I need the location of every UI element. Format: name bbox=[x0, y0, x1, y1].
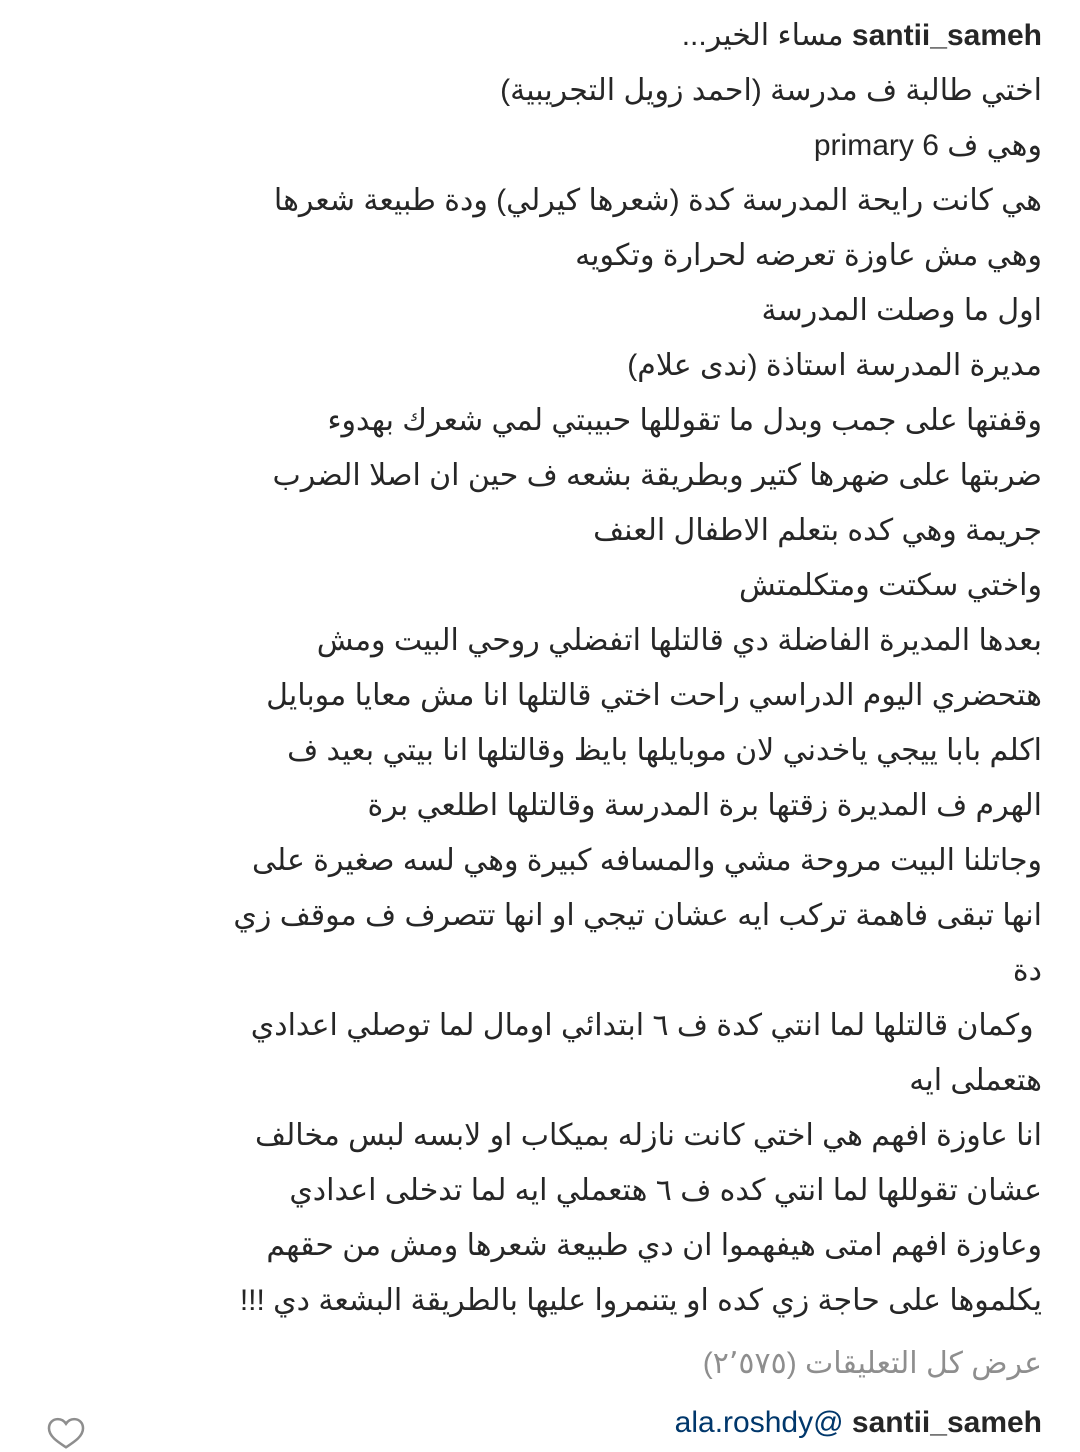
caption-line: وكمان قالتلها لما انتي كدة ف ٦ ابتدائي اومال لما توصلي اعدادي bbox=[250, 1009, 1042, 1042]
caption-line: مديرة المدرسة استاذة (ندى علام) bbox=[627, 349, 1042, 382]
heart-outline-icon bbox=[47, 1414, 85, 1452]
comment-like-button[interactable] bbox=[47, 1414, 85, 1452]
caption-line: جريمة وهي كده بتعلم الاطفال العنف bbox=[593, 514, 1042, 547]
view-all-comments-button[interactable]: عرض كل التعليقات (٢٬٥٧٥) bbox=[702, 1347, 1042, 1380]
caption-line: دة bbox=[1012, 954, 1042, 987]
caption-intro-text: مساء الخير... bbox=[681, 19, 844, 52]
caption bbox=[38, 8, 1042, 1328]
caption-line: يكلموها على حاجة زي كده او يتنمروا عليها بالطريقة البشعة دي !!! bbox=[239, 1284, 1042, 1317]
caption-first-line bbox=[38, 8, 1042, 63]
caption-line: وهي ف primary 6 bbox=[813, 129, 1042, 162]
caption-line: وهي مش عاوزة تعرضه لحرارة وتكويه bbox=[575, 239, 1042, 272]
caption-line: هتحضري اليوم الدراسي راحت اختي قالتلها انا مش معايا موبايل bbox=[266, 679, 1042, 712]
caption-line: اكلم بابا ييجي ياخدني لان موبايلها بايظ وقالتلها انا بيتي بعيد ف bbox=[287, 734, 1042, 767]
caption-line: اختي طالبة ف مدرسة (احمد زويل التجريبية) bbox=[500, 74, 1042, 107]
caption-line: بعدها المديرة الفاضلة دي قالتلها اتفضلي روحي البيت ومش bbox=[316, 624, 1042, 657]
comment-username-link[interactable]: santii_sameh bbox=[851, 1406, 1042, 1439]
caption-line: انها تبقى فاهمة تركب ايه عشان تيجي او انها تتصرف ف موقف زي bbox=[233, 899, 1042, 932]
caption-line: واختي سكتت ومتكلمتش bbox=[738, 569, 1042, 602]
caption-line: انا عاوزة افهم هي اختي كانت نازله بميكاب او لابسه لبس مخالف bbox=[255, 1119, 1042, 1152]
caption-line: وقفتها على جمب وبدل ما تقوللها حبيبتي لمي شعرك بهدوء bbox=[327, 404, 1042, 437]
caption-line: هي كانت رايحة المدرسة كدة (شعرها كيرلي) ودة طبيعة شعرها bbox=[273, 184, 1042, 217]
caption-line: وعاوزة افهم امتى هيفهموا ان دي طبيعة شعرها ومش من حقهم bbox=[266, 1229, 1042, 1262]
caption-username-link[interactable]: santii_sameh bbox=[851, 19, 1042, 52]
caption-line: اول ما وصلت المدرسة bbox=[761, 294, 1042, 327]
caption-line: عشان تقوللها لما انتي كده ف ٦ هتعملي ايه لما تدخلى اعدادي bbox=[289, 1174, 1042, 1207]
comment-row bbox=[38, 1395, 1042, 1450]
caption-line: هتعملى ايه bbox=[909, 1064, 1042, 1097]
caption-lines bbox=[38, 63, 1042, 1328]
caption-line: الهرم ف المديرة زقتها برة المدرسة وقالتلها اطلعي برة bbox=[367, 789, 1042, 822]
comment-mention-link[interactable]: @ala.roshdy bbox=[674, 1406, 844, 1439]
caption-line: ضربتها على ضهرها كتير وبطريقة بشعه ف حين ان اصلا الضرب bbox=[272, 459, 1042, 492]
comment-content bbox=[675, 1395, 1042, 1450]
caption-line: وجاتلنا البيت مروحة مشي والمسافه كبيرة وهي لسه صغيرة على bbox=[252, 844, 1042, 877]
